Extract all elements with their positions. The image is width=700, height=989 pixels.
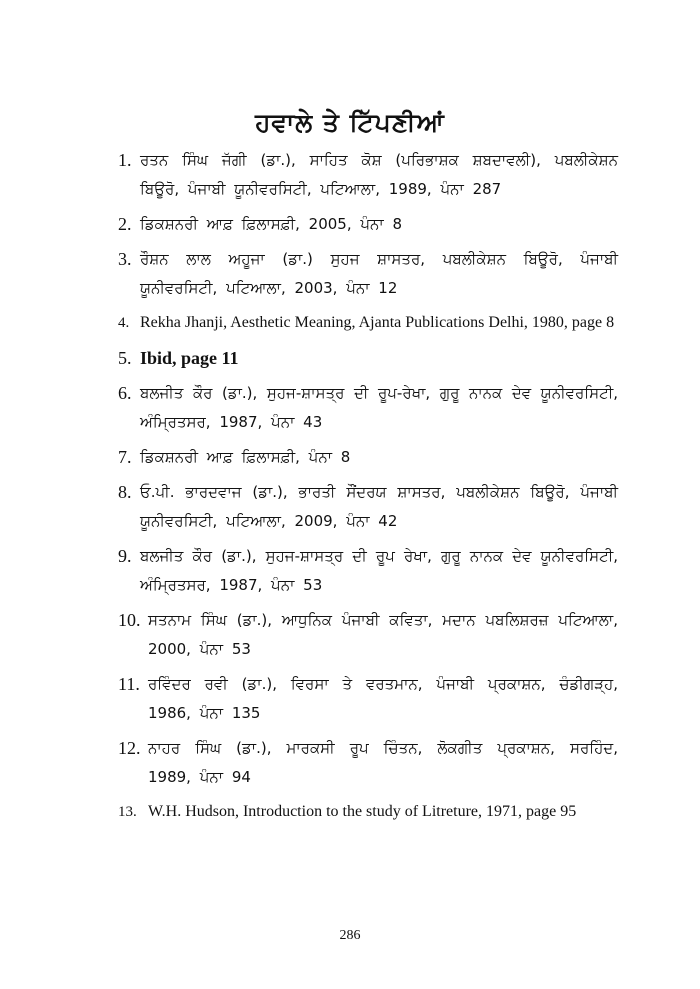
reference-text: ਰੌਸ਼ਨ ਲਾਲ ਅਹੂਜਾ (ਡਾ.) ਸੁਹਜ ਸ਼ਾਸਤਰ, ਪਬਲੀਕੇਸ਼ਨ ਬਿਊਰੋ, ਪੰਜਾਬੀ ਯੂਨੀਵਰਸਿਟੀ, ਪਟਿਆਲਾ, 2003, ਪੰਨਾ 12 [140, 250, 618, 297]
reference-item [118, 734, 618, 792]
reference-number: 12. [118, 738, 141, 758]
reference-text: W.H. Hudson, Introduction to the study of Litreture, 1971, page 95 [148, 803, 577, 820]
page-number: 286 [339, 928, 361, 943]
reference-item [118, 344, 618, 373]
reference-text: ਬਲਜੀਤ ਕੌਰ (ਡਾ.), ਸੁਹਜ-ਸ਼ਾਸਤ੍ਰ ਦੀ ਰੂਪ ਰੇਖਾ, ਗੁਰੂ ਨਾਨਕ ਦੇਵ ਯੂਨੀਵਰਸਿਟੀ, ਅੰਮ੍ਰਿਤਸਰ, 1987, ਪੰਨਾ 53 [140, 547, 618, 594]
reference-item [118, 245, 618, 303]
reference-number: 7. [118, 447, 132, 467]
reference-text: Rekha Jhanji, Aesthetic Meaning, Ajanta Publications Delhi, 1980, page 8 [140, 314, 615, 331]
reference-number: 10. [118, 610, 141, 630]
reference-item [118, 670, 618, 728]
reference-number: 5. [118, 348, 132, 368]
reference-text: ਸਤਨਾਮ ਸਿੰਘ (ਡਾ.), ਆਧੁਨਿਕ ਪੰਜਾਬੀ ਕਵਿਤਾ, ਮਦਾਨ ਪਬਲਿਸ਼ਰਜ਼ ਪਟਿਆਲਾ, 2000, ਪੰਨਾ 53 [148, 611, 618, 658]
reference-text: ਡਿਕਸ਼ਨਰੀ ਆਫ਼ ਫ਼ਿਲਾਸਫ਼ੀ, 2005, ਪੰਨਾ 8 [140, 215, 403, 233]
reference-number: 13. [118, 804, 137, 820]
reference-number: 4. [118, 315, 130, 331]
reference-number: 8. [118, 482, 132, 502]
reference-item [118, 210, 618, 239]
reference-item [118, 443, 618, 472]
reference-item [118, 798, 618, 827]
reference-list [118, 146, 618, 827]
reference-item [118, 309, 618, 338]
reference-number: 6. [118, 383, 132, 403]
reference-text: ਰਤਨ ਸਿੰਘ ਜੱਗੀ (ਡਾ.), ਸਾਹਿਤ ਕੋਸ਼ (ਪਰਿਭਾਸ਼ਕ ਸ਼ਬਦਾਵਲੀ), ਪਬਲੀਕੇਸ਼ਨ ਬਿਊਰੋ, ਪੰਜਾਬੀ ਯੂਨੀਵਰਸਿਟੀ, ਪਟਿਆਲਾ, 1989, ਪੰਨਾ 287 [140, 151, 618, 198]
reference-number: 11. [118, 674, 140, 694]
reference-number: 9. [118, 546, 132, 566]
reference-text: ਬਲਜੀਤ ਕੌਰ (ਡਾ.), ਸੁਹਜ-ਸ਼ਾਸਤ੍ਰ ਦੀ ਰੂਪ-ਰੇਖਾ, ਗੁਰੂ ਨਾਨਕ ਦੇਵ ਯੂਨੀਵਰਸਿਟੀ, ਅੰਮ੍ਰਿਤਸਰ, 1987, ਪੰਨਾ 43 [140, 384, 618, 431]
reference-text: Ibid, page 11 [140, 348, 239, 368]
reference-text: ਡਿਕਸ਼ਨਰੀ ਆਫ਼ ਫ਼ਿਲਾਸਫ਼ੀ, ਪੰਨਾ 8 [140, 448, 351, 466]
reference-item [118, 379, 618, 437]
reference-item [118, 478, 618, 536]
reference-text: ਓ.ਪੀ. ਭਾਰਦਵਾਜ (ਡਾ.), ਭਾਰਤੀ ਸੌਂਦਰਯ ਸ਼ਾਸਤਰ, ਪਬਲੀਕੇਸ਼ਨ ਬਿਊਰੋ, ਪੰਜਾਬੀ ਯੂਨੀਵਰਸਿਟੀ, ਪਟਿਆਲਾ, 2009, ਪੰਨਾ 42 [140, 483, 618, 530]
reference-text: ਰਵਿੰਦਰ ਰਵੀ (ਡਾ.), ਵਿਰਸਾ ਤੇ ਵਰਤਮਾਨ, ਪੰਜਾਬੀ ਪ੍ਰਕਾਸ਼ਨ, ਚੰਡੀਗੜ੍ਹ, 1986, ਪੰਨਾ 135 [148, 675, 618, 722]
reference-item [118, 542, 618, 600]
page-title: ਹਵਾਲੇ ਤੇ ਟਿੱਪਣੀਆਂ [255, 108, 445, 137]
reference-number: 2. [118, 214, 132, 234]
reference-number: 3. [118, 249, 132, 269]
reference-number: 1. [118, 150, 132, 170]
reference-text: ਨਾਹਰ ਸਿੰਘ (ਡਾ.), ਮਾਰਕਸੀ ਰੂਪ ਚਿੰਤਨ, ਲੋਕਗੀਤ ਪ੍ਰਕਾਸ਼ਨ, ਸਰਹਿੰਦ, 1989, ਪੰਨਾ 94 [148, 739, 618, 786]
reference-item [118, 146, 618, 204]
reference-item [118, 606, 618, 664]
